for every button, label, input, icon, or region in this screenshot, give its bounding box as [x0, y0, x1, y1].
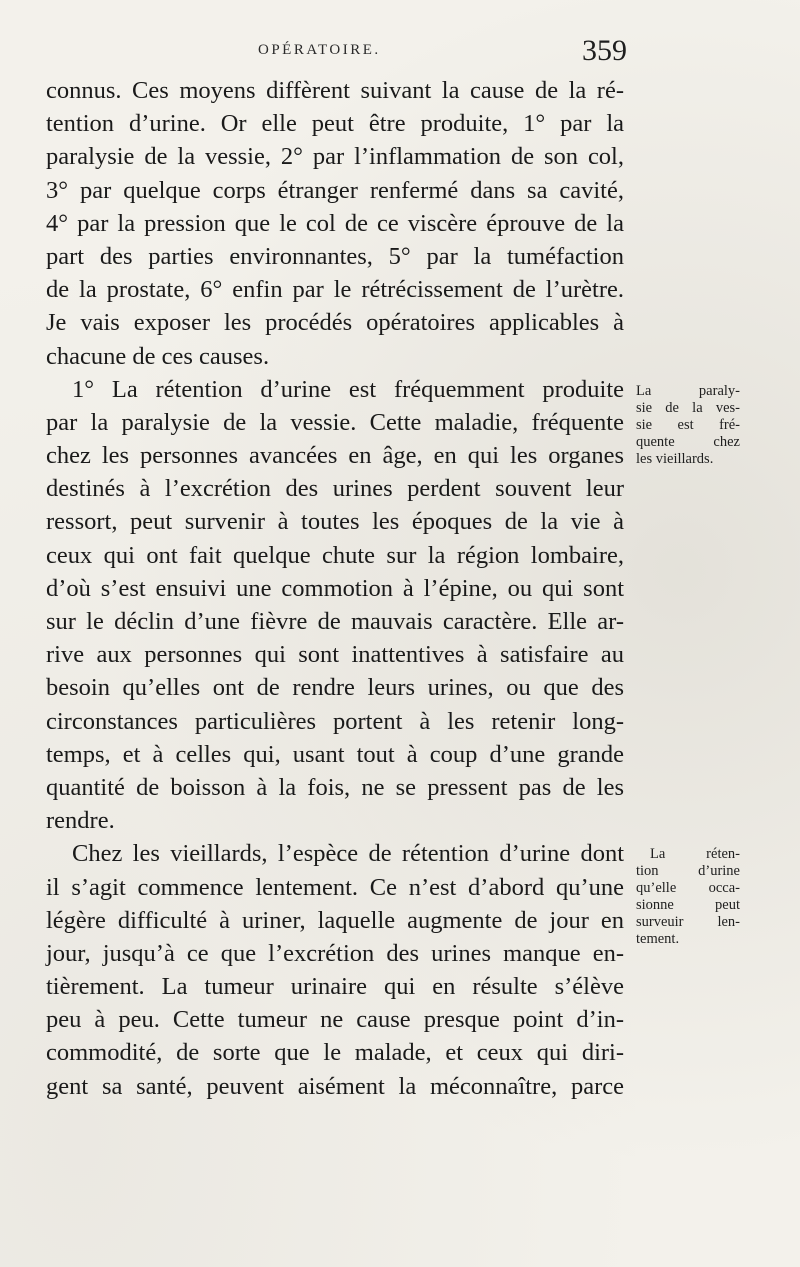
- text-line: sur le déclin d’une fièvre de mauvais caractère. Elle ar-: [46, 608, 624, 635]
- text-line: légère difficulté à uriner, laquelle augmente de jour en: [46, 906, 624, 934]
- running-title: OPÉRATOIRE.: [258, 42, 381, 58]
- text-line: ressort, peut survenir à toutes les époques de la vie à: [46, 508, 624, 536]
- margin-note-line: tement.: [636, 931, 680, 947]
- text-line: chacune de ces causes.: [46, 342, 270, 370]
- margin-note-line: sie de la ves-: [636, 400, 740, 416]
- text-line: Je vais exposer les procédés opératoires applicables à: [46, 309, 624, 337]
- text-line: jour, jusqu’à ce que l’excrétion des urines manque en-: [46, 939, 624, 967]
- margin-note-line: sie est fré-: [636, 417, 740, 433]
- body-text: [46, 74, 624, 1103]
- text-line: besoin qu’elles ont de rendre leurs urines, ou que des: [46, 674, 624, 702]
- text-line: destinés à l’excrétion des urines perdent souvent leur: [46, 475, 624, 503]
- text-line: 4° par la pression que le col de ce viscère éprouve de la: [46, 209, 624, 237]
- text-line: 1° La rétention d’urine est fréquemment produite: [72, 375, 624, 403]
- margin-note: [636, 846, 740, 948]
- text-line: part des parties environnantes, 5° par la tuméfaction: [46, 242, 624, 270]
- text-line: d’où s’est ensuivi une commotion à l’épine, ou qui sont: [46, 574, 624, 602]
- text-line: circonstances particulières portent à les retenir long-: [46, 707, 624, 735]
- text-line: tièrement. La tumeur urinaire qui en résulte s’élève: [46, 973, 624, 1001]
- text-line: chez les personnes avancées en âge, en qui les organes: [46, 442, 624, 470]
- text-line: rive aux personnes qui sont inattentives à satisfaire au: [46, 641, 624, 669]
- margin-note-line: sionne peut: [636, 897, 740, 913]
- text-line: ceux qui ont fait quelque chute sur la région lombaire,: [46, 541, 624, 569]
- margin-note-line: La réten-: [650, 846, 740, 862]
- page-number: 359: [582, 34, 627, 67]
- margin-note-line: quente chez: [636, 434, 740, 450]
- margin-note-line: qu’elle occa-: [636, 880, 740, 896]
- text-line: connus. Ces moyens diffèrent suivant la cause de la ré-: [46, 77, 624, 104]
- margin-note-line: les vieillards.: [636, 451, 714, 467]
- text-line: 3° par quelque corps étranger renfermé dans sa cavité,: [46, 176, 624, 204]
- text-line: quantité de boisson à la fois, ne se pressent pas de les: [46, 773, 624, 801]
- text-line: tention d’urine. Or elle peut être produite, 1° par la: [46, 110, 624, 138]
- text-line: Chez les vieillards, l’espèce de rétention d’urine dont: [72, 840, 624, 868]
- margin-note: [636, 383, 740, 468]
- running-head: [0, 34, 800, 68]
- text-line: gent sa santé, peuvent aisément la méconnaître, parce: [46, 1072, 624, 1100]
- margin-note-line: La paraly-: [636, 383, 740, 399]
- margin-note-line: tion d’urine: [636, 863, 740, 879]
- text-line: de la prostate, 6° enfin par le rétrécissement de l’urètre.: [46, 276, 624, 304]
- text-line: commodité, de sorte que le malade, et ceux qui diri-: [46, 1039, 624, 1067]
- text-line: temps, et à celles qui, usant tout à coup d’une grande: [46, 740, 624, 768]
- text-line: peu à peu. Cette tumeur ne cause presque point d’in-: [46, 1006, 624, 1034]
- text-line: il s’agit commence lentement. Ce n’est d’abord qu’une: [46, 873, 624, 901]
- text-line: paralysie de la vessie, 2° par l’inflammation de son col,: [46, 143, 624, 171]
- margin-note-line: surveuir len-: [636, 914, 740, 930]
- text-line: rendre.: [46, 807, 115, 835]
- text-line: par la paralysie de la vessie. Cette maladie, fréquente: [46, 408, 624, 436]
